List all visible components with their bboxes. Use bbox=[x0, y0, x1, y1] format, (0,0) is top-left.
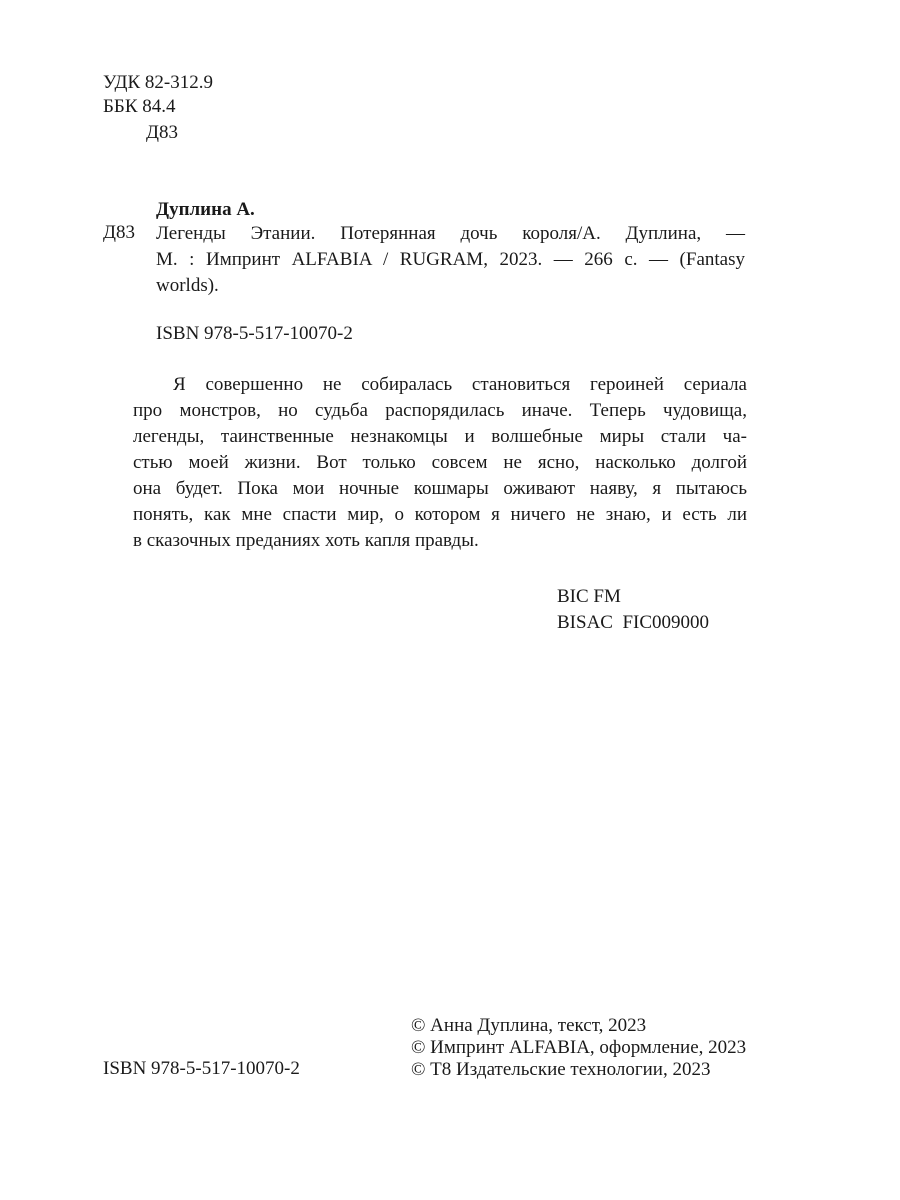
udk-code: УДК 82-312.9 bbox=[103, 72, 213, 93]
annotation-line: она будет. Пока мои ночные кошмары оживают наяву, я пытаюсь bbox=[133, 478, 747, 499]
annotation-line: стью моей жизни. Вот только совсем не ясно, насколько долгой bbox=[133, 452, 747, 473]
copyright-line: © Импринт ALFABIA, оформление, 2023 bbox=[411, 1037, 747, 1058]
author-mark-side: Д83 bbox=[103, 222, 135, 243]
copyright-block bbox=[411, 1015, 746, 1081]
bic-code: BIC FM bbox=[557, 586, 621, 607]
isbn-record: ISBN 978-5-517-10070-2 bbox=[156, 323, 353, 344]
author-name: Дуплина А. bbox=[156, 199, 255, 220]
annotation-line: про монстров, но судьба распорядилась иначе. Теперь чудовища, bbox=[133, 400, 747, 421]
annotation-paragraph bbox=[133, 372, 747, 554]
author-mark-top: Д83 bbox=[146, 122, 178, 143]
biblio-line: Легенды Этании. Потерянная дочь короля/А. Дуплина, — bbox=[156, 223, 745, 244]
copyright-line: © Анна Дуплина, текст, 2023 bbox=[411, 1015, 647, 1036]
copyright-line: © Т8 Издательские технологии, 2023 bbox=[411, 1059, 711, 1080]
biblio-line: worlds). bbox=[156, 275, 219, 296]
annotation-line: Я совершенно не собиралась становиться героиней сериала bbox=[173, 374, 747, 395]
annotation-line: понять, как мне спасти мир, о котором я ничего не знаю, и есть ли bbox=[133, 504, 747, 525]
annotation-line: в сказочных преданиях хоть капля правды. bbox=[133, 530, 479, 551]
biblio-line: М. : Импринт ALFABIA / RUGRAM, 2023. — 266 с. — (Fantasy bbox=[156, 249, 745, 270]
bisac-code: BISAC FIC009000 bbox=[557, 612, 710, 633]
isbn-bottom: ISBN 978-5-517-10070-2 bbox=[103, 1058, 300, 1079]
annotation-line: легенды, таинственные незнакомцы и волшебные миры стали ча- bbox=[133, 426, 747, 447]
bibliographic-description bbox=[156, 221, 745, 299]
bbk-code: ББК 84.4 bbox=[103, 96, 176, 117]
